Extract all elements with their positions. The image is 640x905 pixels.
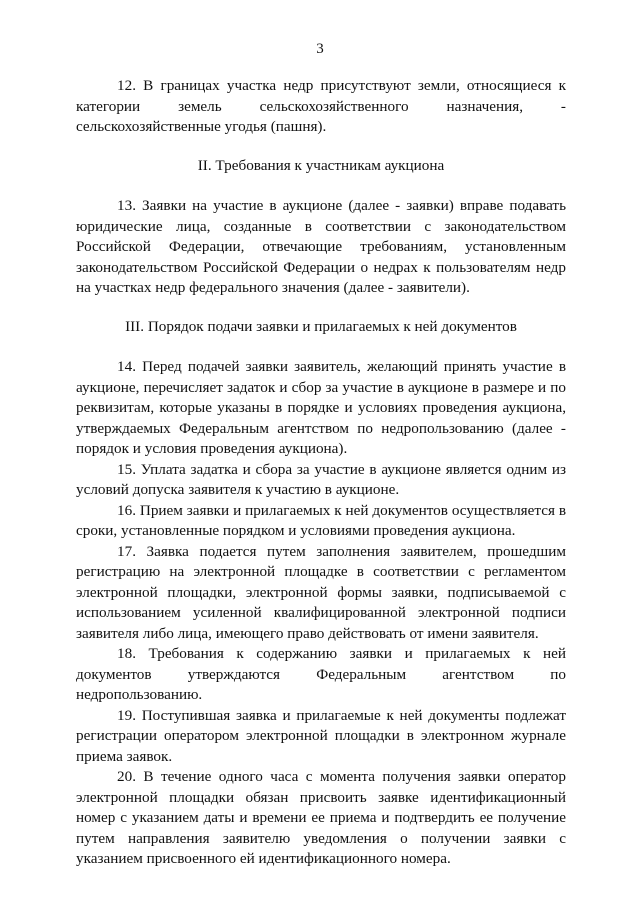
section-heading-3: III. Порядок подачи заявки и прилагаемых к ней документов (125, 317, 517, 335)
paragraph-20: 20. В течение одного часа с момента получения заявки оператор электронной площадки обязан присвоить заявке идентификационный номер с указанием даты и времени ее приема и подтвердить ее получение путем направления заявителю уведомления о получении заявки с указанием присвоенного ей идентификационного номера. (76, 768, 566, 867)
paragraph-18: 18. Требования к содержанию заявки и прилагаемых к ней документов утверждаются Федеральным агентством по недропользованию. (76, 645, 566, 703)
paragraph-17: 17. Заявка подается путем заполнения заявителем, прошедшим регистрацию на электронной площадке в соответствии с регламентом электронной площадки, электронной формы заявки, подписываемой с использованием усиленной квалифицированной электронной подписи заявителя либо лица, имеющего право действовать от имени заявителя. (76, 542, 566, 642)
paragraph-16: 16. Прием заявки и прилагаемых к ней документов осуществляется в сроки, установленные порядком и условиями проведения аукциона. (76, 501, 566, 539)
document-body (76, 76, 566, 870)
paragraph-12: 12. В границах участка недр присутствуют земли, относящиеся к категории земель сельскохозяйственного назначения, - сельскохозяйственные угодья (пашня). (76, 77, 566, 135)
paragraph-13: 13. Заявки на участие в аукционе (далее - заявки) вправе подавать юридические лица, созданные в соответствии с законодательством Российской Федерации, отвечающие требованиям, установленным законодательством Российской Федерации о недрах к пользователям недр на участках недр федерального значения (далее - заявители). (76, 197, 566, 296)
page-number: 3 (316, 41, 324, 57)
section-heading-2: II. Требования к участникам аукциона (197, 156, 445, 174)
paragraph-14: 14. Перед подачей заявки заявитель, желающий принять участие в аукционе, перечисляет задаток и сбор за участие в аукционе в размере и по реквизитам, которые указаны в порядке и условиях проведения аукциона, утверждаемых Федеральным агентством по недропользованию (далее - порядок и условия проведения аукциона). (76, 358, 566, 457)
paragraph-15: 15. Уплата задатка и сбора за участие в аукционе является одним из условий допуска заявителя к участию в аукционе. (76, 460, 566, 498)
paragraph-19: 19. Поступившая заявка и прилагаемые к ней документы подлежат регистрации оператором электронной площадки в электронном журнале приема заявок. (76, 706, 566, 765)
